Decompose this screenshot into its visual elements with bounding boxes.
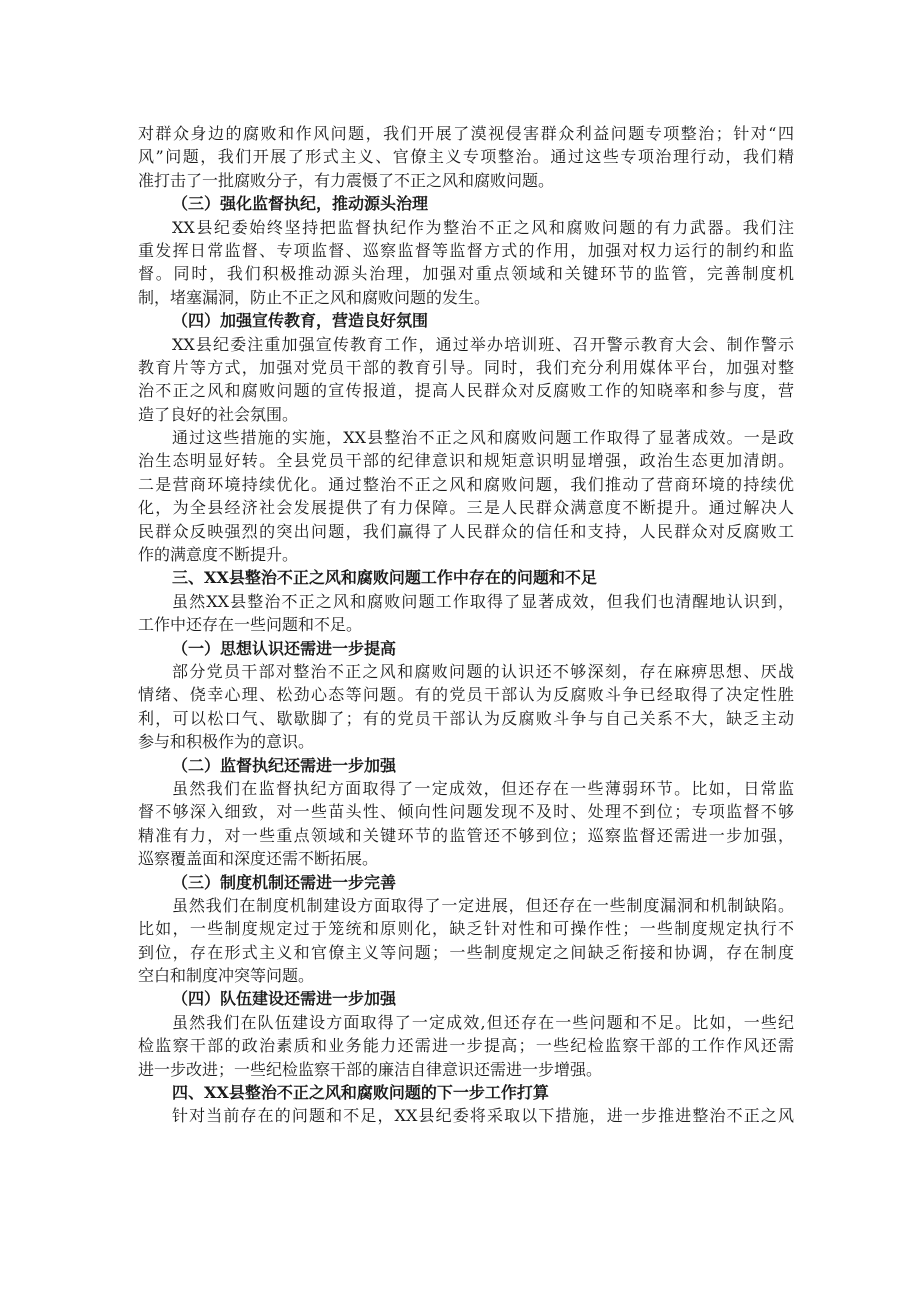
paragraph-line: 进一步改进；一些纪检监察干部的廉洁自律意识还需进一步增强。 (138, 1059, 603, 1079)
section-heading: 三、XX县整治不正之风和腐败问题工作中存在的问题和不足 (172, 568, 597, 588)
paragraph-line: 作的满意度不断提升。 (138, 545, 299, 565)
section-heading: （二）监督执纪还需进一步加强 (172, 755, 397, 775)
paragraph-line: 针对当前存在的问题和不足，XX县纪委将采取以下措施，进一步推进整治不正之风 (172, 1106, 794, 1126)
paragraph-line: 对群众身边的腐败和作风问题，我们开展了漠视侵害群众利益问题专项整治；针对“四 (138, 124, 794, 143)
paragraph-line: 民群众反映强烈的突出问题，我们赢得了人民群众的信任和支持，人民群众对反腐败工 (138, 521, 794, 541)
paragraph-line: 虽然我们在制度机制建设方面取得了一定进展，但还存在一些制度漏洞和机制缺陷。 (172, 895, 794, 915)
paragraph-line: 治生态明显好转。全县党员干部的纪律意识和规矩意识明显增强，政治生态更加清朗。 (138, 451, 794, 471)
section-heading: （三）强化监督执纪，推动源头治理 (172, 194, 429, 214)
paragraph-line: 比如，一些制度规定过于笼统和原则化，缺乏针对性和可操作性；一些制度规定执行不 (138, 919, 794, 939)
section-heading: （一）思想认识还需进一步提高 (172, 638, 397, 658)
paragraph-line: 通过这些措施的实施，XX县整治不正之风和腐败问题工作取得了显著成效。一是政 (172, 428, 794, 448)
paragraph-line: XX县纪委注重加强宣传教育工作，通过举办培训班、召开警示教育大会、制作警示 (172, 334, 794, 354)
paragraph-line: 督。同时，我们积极推动源头治理，加强对重点领域和关键环节的监管，完善制度机 (138, 264, 794, 284)
paragraph-line: 制，堵塞漏洞，防止不正之风和腐败问题的发生。 (138, 287, 491, 307)
section-heading: （四）加强宣传教育，营造良好氛围 (172, 311, 429, 331)
paragraph-line: 检监察干部的政治素质和业务能力还需进一步提高；一些纪检监察干部的工作作风还需 (138, 1036, 794, 1056)
paragraph-line: XX县纪委始终坚持把监督执纪作为整治不正之风和腐败问题的有力武器。我们注 (172, 217, 794, 237)
paragraph-line: 化，为全县经济社会发展提供了有力保障。三是人民群众满意度不断提升。通过解决人 (138, 498, 794, 518)
paragraph-line: 到位，存在形式主义和官僚主义等问题；一些制度规定之间缺乏衔接和协调，存在制度 (138, 942, 794, 962)
paragraph-line: 重发挥日常监督、专项监督、巡察监督等监督方式的作用，加强对权力运行的制约和监 (138, 240, 794, 260)
paragraph-line: 巡察覆盖面和深度还需不断拓展。 (138, 849, 379, 869)
paragraph-line: 利，可以松口气、歇歇脚了；有的党员干部认为反腐败斗争与自己关系不大，缺乏主动 (138, 708, 794, 728)
paragraph-line: 造了良好的社会氛围。 (138, 404, 299, 424)
section-heading: 四、XX县整治不正之风和腐败问题的下一步工作打算 (172, 1083, 549, 1103)
paragraph-line: 虽然XX县整治不正之风和腐败问题工作取得了显著成效，但我们也清醒地认识到， (172, 591, 794, 611)
paragraph-line: 部分党员干部对整治不正之风和腐败问题的认识还不够深刻，存在麻痹思想、厌战 (172, 661, 794, 681)
paragraph-line: 治不正之风和腐败问题的宣传报道，提高人民群众对反腐败工作的知晓率和参与度，营 (138, 381, 794, 401)
section-heading: （三）制度机制还需进一步完善 (172, 872, 397, 892)
paragraph-line: 工作中还存在一些问题和不足。 (138, 615, 363, 635)
paragraph-line: 风”问题，我们开展了形式主义、官僚主义专项整治。通过这些专项治理行动，我们精 (138, 147, 794, 167)
paragraph-line: 情绪、侥幸心理、松劲心态等问题。有的党员干部认为反腐败斗争已经取得了决定性胜 (138, 685, 794, 705)
paragraph-line: 虽然我们在队伍建设方面取得了一定成效,但还存在一些问题和不足。比如，一些纪 (172, 1012, 794, 1032)
paragraph-line: 督不够深入细致，对一些苗头性、倾向性问题发现不及时、处理不到位；专项监督不够 (138, 802, 794, 822)
paragraph-line: 二是营商环境持续优化。通过整治不正之风和腐败问题，我们推动了营商环境的持续优 (138, 474, 794, 494)
paragraph-line: 参与和积极作为的意识。 (138, 732, 315, 752)
section-heading: （四）队伍建设还需进一步加强 (172, 989, 397, 1009)
paragraph-line: 虽然我们在监督执纪方面取得了一定成效，但还存在一些薄弱环节。比如，日常监 (172, 778, 794, 798)
paragraph-line: 准打击了一批腐败分子，有力震慑了不正之风和腐败问题。 (138, 170, 555, 190)
paragraph-line: 教育片等方式，加强对党员干部的教育引导。同时，我们充分利用媒体平台，加强对整 (138, 357, 794, 377)
document-body (138, 122, 794, 1128)
paragraph-line: 空白和制度冲突等问题。 (138, 966, 315, 986)
paragraph-line: 精准有力，对一些重点领域和关键环节的监管还不够到位；巡察监督还需进一步加强， (138, 825, 794, 845)
